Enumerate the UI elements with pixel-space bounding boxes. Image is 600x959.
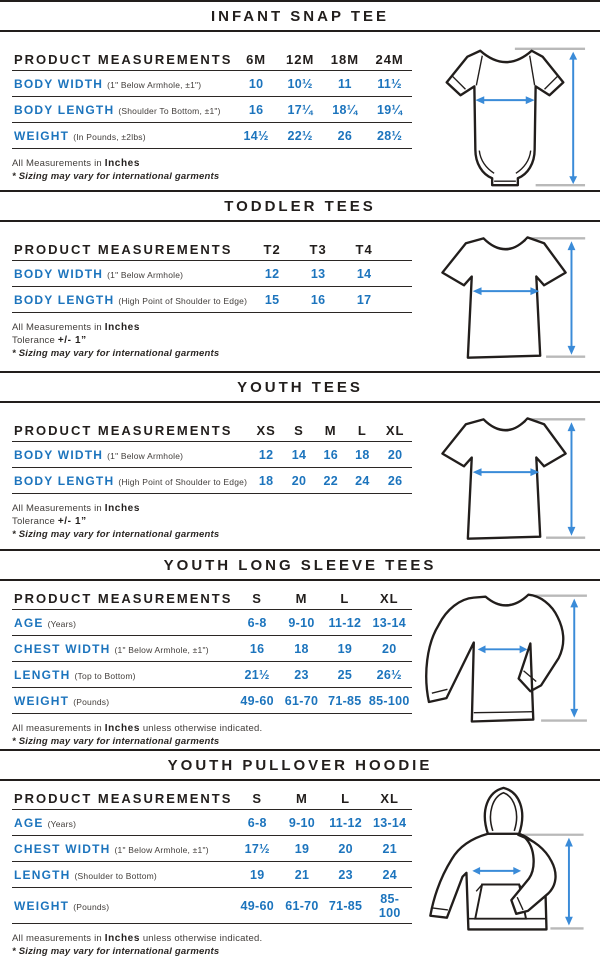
note-bold: Inches xyxy=(104,503,140,514)
row-sublabel: (Pounds) xyxy=(73,696,110,707)
value-cell: 25 xyxy=(323,662,366,688)
value-cell: 9-10 xyxy=(280,810,324,836)
row-label: WEIGHT xyxy=(14,693,70,708)
section-title: INFANT SNAP TEE xyxy=(210,8,390,25)
value-cell: 20 xyxy=(367,636,413,662)
value-cell: 18 xyxy=(347,442,379,468)
section-youth-long-sleeve-tees xyxy=(0,549,600,749)
garment-outline xyxy=(447,51,564,185)
product-measurements-header: PRODUCT MEASUREMENTS xyxy=(12,587,234,610)
value-cell: 21 xyxy=(280,862,324,888)
section-title: TODDLER TEES xyxy=(224,198,376,215)
size-header: XL xyxy=(367,587,413,610)
row-label: CHEST WIDTH xyxy=(14,641,111,656)
note-text: All measurements in xyxy=(12,933,105,944)
spacer-cell xyxy=(387,261,412,287)
value-cell: 20 xyxy=(283,468,315,494)
section-header xyxy=(0,371,600,403)
value-cell: 22½ xyxy=(278,123,323,149)
toddler-tee-diagram xyxy=(417,228,593,368)
garment-outline xyxy=(442,237,565,357)
row-sublabel: (Years) xyxy=(47,618,77,629)
note-sizing: * Sizing may vary for international garments xyxy=(12,946,220,957)
value-cell: 26 xyxy=(323,123,368,149)
note-sizing: * Sizing may vary for international garments xyxy=(12,171,220,182)
value-cell: 19¼ xyxy=(367,97,412,123)
row-label: WEIGHT xyxy=(14,128,70,143)
value-cell: 19 xyxy=(323,636,366,662)
table-row xyxy=(12,888,412,924)
value-cell: 16 xyxy=(295,287,341,313)
row-label: LENGTH xyxy=(14,667,71,682)
value-cell: 13 xyxy=(295,261,341,287)
value-cell: 61-70 xyxy=(280,888,324,924)
size-table xyxy=(12,787,412,924)
size-header: XL xyxy=(367,787,412,810)
value-cell: 21 xyxy=(367,836,412,862)
size-table xyxy=(12,419,412,494)
table-header-row xyxy=(12,48,412,71)
size-header: T2 xyxy=(249,238,295,261)
table-row xyxy=(12,810,412,836)
note-measurements xyxy=(12,933,412,944)
size-header: 12M xyxy=(278,48,323,71)
size-header: T4 xyxy=(341,238,387,261)
note-text: All Measurements in xyxy=(12,503,105,514)
note-bold: +/- 1” xyxy=(57,335,87,346)
value-cell: 20 xyxy=(324,836,368,862)
value-cell: 21½ xyxy=(234,662,279,688)
note-measurements xyxy=(12,503,412,514)
section-title: YOUTH PULLOVER HOODIE xyxy=(167,757,433,774)
note-measurements xyxy=(12,322,412,333)
table-row xyxy=(12,123,412,149)
note-measurements xyxy=(12,158,412,169)
row-sublabel: (High Point of Shoulder to Edge) xyxy=(118,295,248,306)
note-measurements xyxy=(12,723,412,734)
notes xyxy=(12,723,412,747)
row-sublabel: (Shoulder to Bottom) xyxy=(74,870,157,881)
table-row xyxy=(12,688,412,714)
value-cell: 61-70 xyxy=(280,688,323,714)
value-cell: 16 xyxy=(234,636,279,662)
size-header: L xyxy=(323,587,366,610)
size-header: L xyxy=(324,787,368,810)
size-header: T3 xyxy=(295,238,341,261)
section-youth-tees xyxy=(0,371,600,549)
value-cell: 13-14 xyxy=(367,810,412,836)
size-table xyxy=(12,238,412,313)
note-sizing: * Sizing may vary for international garments xyxy=(12,736,220,747)
pullover-hoodie-diagram xyxy=(419,783,591,947)
size-header: 6M xyxy=(234,48,277,71)
illustration-area xyxy=(416,32,594,190)
row-sublabel: (Shoulder To Bottom, ±1") xyxy=(118,105,221,116)
spacer-cell xyxy=(387,238,412,261)
size-table xyxy=(12,587,412,714)
size-header: S xyxy=(283,419,315,442)
table-row xyxy=(12,442,412,468)
value-cell: 19 xyxy=(280,836,324,862)
note-bold: +/- 1” xyxy=(57,516,87,527)
notes xyxy=(12,933,412,957)
value-cell: 10½ xyxy=(278,71,323,97)
value-cell: 23 xyxy=(280,662,323,688)
spacer-cell xyxy=(387,287,412,313)
row-sublabel: (1" Below Armhole, ±1") xyxy=(114,644,209,655)
value-cell: 85-100 xyxy=(367,688,413,714)
section-title: YOUTH TEES xyxy=(237,379,363,396)
table-row xyxy=(12,636,412,662)
value-cell: 6-8 xyxy=(234,810,280,836)
table-row xyxy=(12,610,412,636)
value-cell: 18 xyxy=(249,468,283,494)
size-header: 18M xyxy=(323,48,368,71)
length-arrow xyxy=(569,52,577,184)
table-header-row xyxy=(12,587,412,610)
note-sizing: * Sizing may vary for international garments xyxy=(12,348,220,359)
note-tolerance xyxy=(12,516,412,527)
row-sublabel: (Years) xyxy=(47,818,77,829)
product-measurements-header: PRODUCT MEASUREMENTS xyxy=(12,419,249,442)
value-cell: 11½ xyxy=(367,71,412,97)
value-cell: 12 xyxy=(249,442,283,468)
note-sizing: * Sizing may vary for international garments xyxy=(12,529,220,540)
value-cell: 17½ xyxy=(234,836,280,862)
row-label: BODY LENGTH xyxy=(14,102,115,117)
value-cell: 26 xyxy=(378,468,412,494)
table-row xyxy=(12,836,412,862)
value-cell: 28½ xyxy=(367,123,412,149)
value-cell: 12 xyxy=(249,261,295,287)
row-sublabel: (Top to Bottom) xyxy=(74,670,136,681)
illustration-area xyxy=(416,222,594,371)
size-header: S xyxy=(234,787,280,810)
note-text: unless otherwise indicated. xyxy=(139,933,263,944)
row-label: BODY LENGTH xyxy=(14,292,115,307)
table-row xyxy=(12,662,412,688)
value-cell: 49-60 xyxy=(234,888,280,924)
row-label: LENGTH xyxy=(14,867,71,882)
notes xyxy=(12,322,412,359)
row-sublabel: (In Pounds, ±2lbs) xyxy=(73,131,146,142)
value-cell: 22 xyxy=(315,468,347,494)
section-title: YOUTH LONG SLEEVE TEES xyxy=(163,557,437,574)
infant-snap-tee-diagram xyxy=(421,38,589,190)
value-cell: 18 xyxy=(280,636,323,662)
value-cell: 19 xyxy=(234,862,280,888)
row-label: WEIGHT xyxy=(14,898,70,913)
value-cell: 49-60 xyxy=(234,688,279,714)
value-cell: 16 xyxy=(234,97,277,123)
row-sublabel: (Pounds) xyxy=(73,901,110,912)
value-cell: 6-8 xyxy=(234,610,279,636)
table-row xyxy=(12,287,412,313)
row-label: CHEST WIDTH xyxy=(14,841,111,856)
table-row xyxy=(12,97,412,123)
note-text: Tolerance xyxy=(12,335,58,346)
value-cell: 24 xyxy=(347,468,379,494)
value-cell: 17 xyxy=(341,287,387,313)
section-header xyxy=(0,190,600,222)
section-header xyxy=(0,549,600,581)
row-sublabel: (High Point of Shoulder to Edge) xyxy=(118,476,248,487)
note-bold: Inches xyxy=(104,933,140,944)
illustration-area xyxy=(416,781,594,959)
value-cell: 71-85 xyxy=(324,888,368,924)
youth-tee-diagram xyxy=(417,409,593,549)
illustration-area xyxy=(416,403,594,549)
product-measurements-header: PRODUCT MEASUREMENTS xyxy=(12,238,249,261)
section-header xyxy=(0,749,600,781)
row-label: AGE xyxy=(14,815,44,830)
section-header xyxy=(0,0,600,32)
value-cell: 18¼ xyxy=(323,97,368,123)
value-cell: 17¼ xyxy=(278,97,323,123)
row-sublabel: (1" Below Armhole, ±1") xyxy=(114,844,209,855)
value-cell: 11 xyxy=(323,71,368,97)
value-cell: 14½ xyxy=(234,123,277,149)
size-header: 24M xyxy=(367,48,412,71)
garment-outline xyxy=(426,595,563,722)
value-cell: 71-85 xyxy=(323,688,366,714)
size-header: M xyxy=(315,419,347,442)
row-sublabel: (1" Below Armhole, ±1") xyxy=(107,79,202,90)
row-sublabel: (1" Below Armhole) xyxy=(107,450,184,461)
size-header: XL xyxy=(378,419,412,442)
length-arrow xyxy=(570,599,578,718)
note-text: unless otherwise indicated. xyxy=(139,723,263,734)
row-label: BODY WIDTH xyxy=(14,76,104,91)
size-header: S xyxy=(234,587,279,610)
length-arrow xyxy=(568,422,576,535)
table-row xyxy=(12,261,412,287)
size-header: M xyxy=(280,787,324,810)
size-header: L xyxy=(347,419,379,442)
value-cell: 15 xyxy=(249,287,295,313)
row-label: BODY LENGTH xyxy=(14,473,115,488)
value-cell: 11-12 xyxy=(323,610,366,636)
section-infant-snap-tee xyxy=(0,0,600,190)
section-toddler-tees xyxy=(0,190,600,371)
product-measurements-header: PRODUCT MEASUREMENTS xyxy=(12,787,234,810)
value-cell: 13-14 xyxy=(367,610,413,636)
product-measurements-header: PRODUCT MEASUREMENTS xyxy=(12,48,234,71)
note-bold: Inches xyxy=(104,158,140,169)
value-cell: 10 xyxy=(234,71,277,97)
value-cell: 24 xyxy=(367,862,412,888)
length-arrow xyxy=(568,241,576,354)
note-text: All Measurements in xyxy=(12,322,105,333)
garment-outline xyxy=(442,418,565,538)
note-tolerance xyxy=(12,335,412,346)
value-cell: 14 xyxy=(341,261,387,287)
value-cell: 23 xyxy=(324,862,368,888)
value-cell: 11-12 xyxy=(324,810,368,836)
row-label: BODY WIDTH xyxy=(14,447,104,462)
long-sleeve-tee-diagram xyxy=(417,583,593,741)
hem-band-line xyxy=(474,712,533,713)
note-bold: Inches xyxy=(104,322,140,333)
table-header-row xyxy=(12,787,412,810)
table-row xyxy=(12,468,412,494)
value-cell: 14 xyxy=(283,442,315,468)
value-cell: 20 xyxy=(378,442,412,468)
length-arrow xyxy=(565,838,573,926)
notes xyxy=(12,503,412,540)
note-text: All measurements in xyxy=(12,723,105,734)
size-header: M xyxy=(280,587,323,610)
table-header-row xyxy=(12,419,412,442)
value-cell: 85-100 xyxy=(367,888,412,924)
table-header-row xyxy=(12,238,412,261)
value-cell: 26½ xyxy=(367,662,413,688)
table-row xyxy=(12,862,412,888)
note-text: Tolerance xyxy=(12,516,58,527)
illustration-area xyxy=(416,581,594,749)
row-sublabel: (1" Below Armhole) xyxy=(107,269,184,280)
size-header: XS xyxy=(249,419,283,442)
row-label: AGE xyxy=(14,615,44,630)
row-label: BODY WIDTH xyxy=(14,266,104,281)
section-youth-pullover-hoodie xyxy=(0,749,600,959)
note-bold: Inches xyxy=(104,723,140,734)
size-table xyxy=(12,48,412,149)
table-row xyxy=(12,71,412,97)
value-cell: 16 xyxy=(315,442,347,468)
value-cell: 9-10 xyxy=(280,610,323,636)
note-text: All Measurements in xyxy=(12,158,105,169)
notes xyxy=(12,158,412,182)
